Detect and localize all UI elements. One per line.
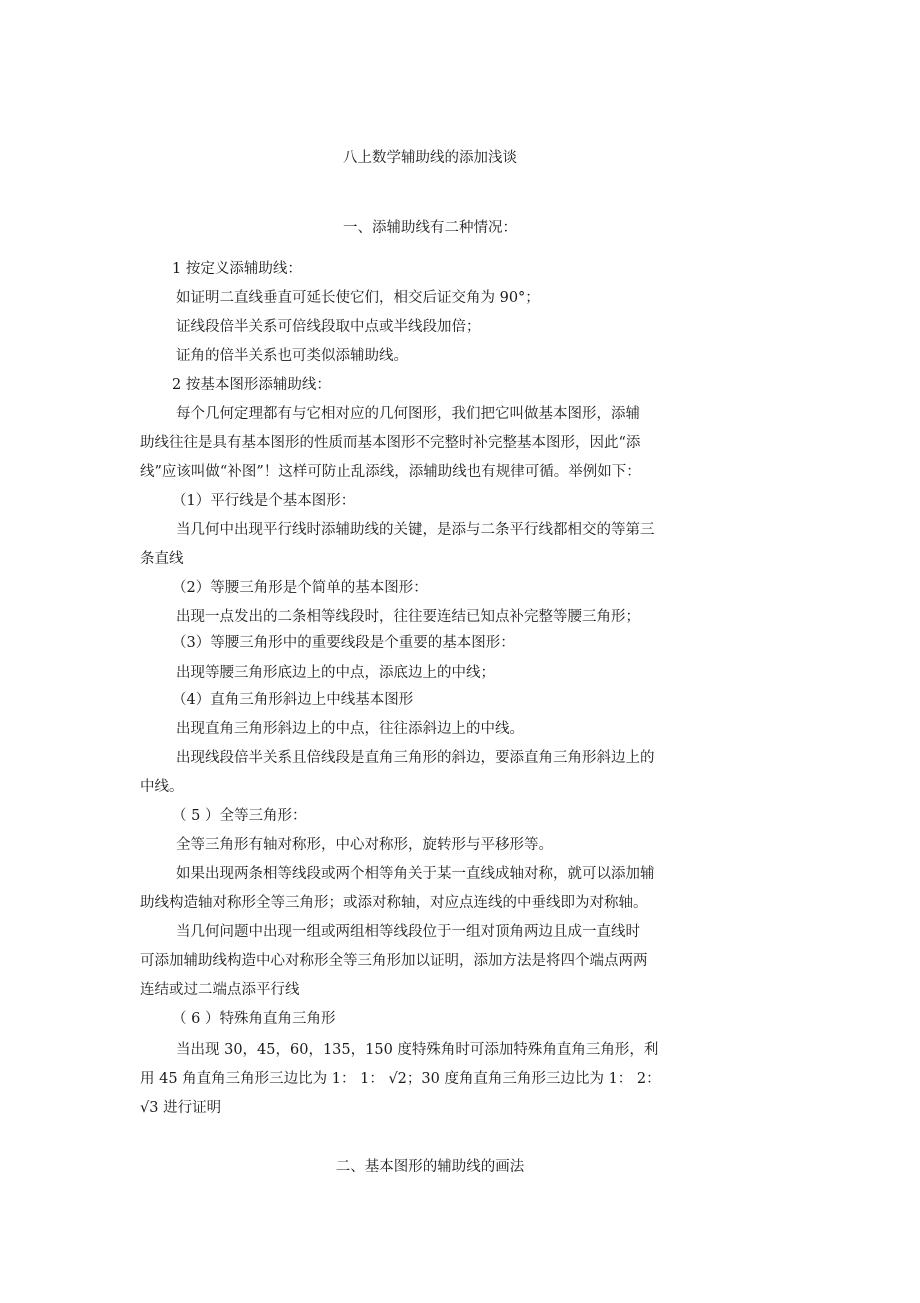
- paragraph-line: 当几何问题中出现一组或两组相等线段位于一组对顶角两边且成一直线时: [176, 924, 640, 940]
- paragraph-line: 出现直角三角形斜边上的中点，往往添斜边上的中线。: [176, 721, 524, 737]
- paragraph-line: 连结或过二端点添平行线: [140, 982, 300, 998]
- paragraph-line: 助线往往是具有基本图形的性质而基本图形不完整时补完整基本图形，因此“添: [140, 435, 641, 451]
- paragraph-line: 中线。: [140, 779, 184, 795]
- case-2-label: 2 按基本图形添辅助线：: [172, 377, 331, 393]
- section-2-heading: 二、基本图形的辅助线的画法: [335, 1159, 525, 1175]
- subsection-title: （ 6 ）特殊角直角三角形: [172, 1011, 336, 1027]
- paragraph-line: 如果出现两条相等线段或两个相等角关于某一直线成轴对称，就可以添加辅: [176, 866, 655, 882]
- subsection-title: （ 5 ）全等三角形：: [172, 808, 307, 824]
- paragraph-line: 当几何中出现平行线时添辅助线的关键，是添与二条平行线都相交的等第三: [176, 522, 655, 538]
- paragraph-line: 每个几何定理都有与它相对应的几何图形，我们把它叫做基本图形，添辅: [176, 406, 640, 422]
- subsection-title: （3）等腰三角形中的重要线段是个重要的基本图形：: [172, 635, 515, 651]
- paragraph-line: 用 45 角直角三角形三边比为 1： 1： √2；30 度角直角三角形三边比为 1： 2：: [140, 1071, 661, 1087]
- section-1-heading: 一、添辅助线有二种情况：: [343, 220, 517, 236]
- case-1-label: 1 按定义添辅助线：: [172, 261, 302, 277]
- case-1-item: 如证明二直线垂直可延长使它们，相交后证交角为 90°；: [176, 290, 540, 306]
- subsection-title: （2）等腰三角形是个简单的基本图形：: [172, 580, 428, 596]
- paragraph-line: 条直线: [140, 551, 184, 567]
- paragraph-line: 出现等腰三角形底边上的中点，添底边上的中线；: [176, 665, 495, 681]
- page-title: 八上数学辅助线的添加浅谈: [343, 150, 517, 166]
- paragraph-line: 当出现 30，45，60，135，150 度特殊角时可添加特殊角直角三角形，利: [176, 1042, 659, 1058]
- paragraph-line: 出现线段倍半关系且倍线段是直角三角形的斜边，要添直角三角形斜边上的: [176, 750, 655, 766]
- case-1-item: 证角的倍半关系也可类似添辅助线。: [176, 348, 408, 364]
- subsection-title: （1）平行线是个基本图形：: [172, 493, 356, 509]
- subsection-title: （4）直角三角形斜边上中线基本图形: [172, 692, 414, 708]
- paragraph-line: 出现一点发出的二条相等线段时，往往要连结已知点补完整等腰三角形；: [176, 609, 640, 625]
- case-1-item: 证线段倍半关系可倍线段取中点或半线段加倍；: [176, 319, 481, 335]
- paragraph-line: 全等三角形有轴对称形，中心对称形，旋转形与平移形等。: [176, 837, 553, 853]
- paragraph-line: 助线构造轴对称形全等三角形；或添对称轴，对应点连线的中垂线即为对称轴。: [140, 895, 648, 911]
- paragraph-line: 可添加辅助线构造中心对称形全等三角形加以证明，添加方法是将四个端点两两: [140, 953, 648, 969]
- paragraph-line: √3 进行证明: [140, 1100, 222, 1116]
- paragraph-line: 线”应该叫做“补图”！这样可防止乱添线，添辅助线也有规律可循。举例如下：: [140, 464, 641, 480]
